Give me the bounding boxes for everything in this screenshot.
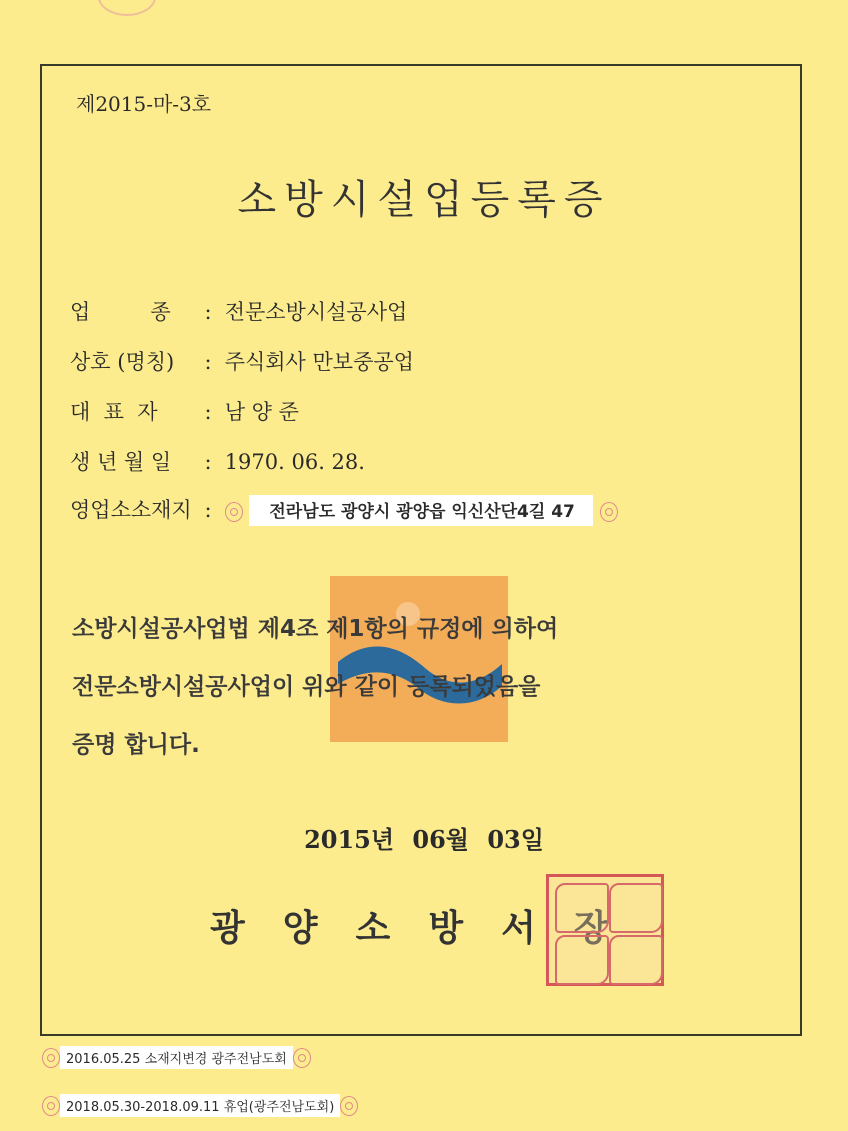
annotation-suspension bbox=[42, 1094, 358, 1117]
issuer-name: 광양소방서장 bbox=[210, 908, 647, 949]
statement-line: 증명 합니다. bbox=[72, 732, 200, 758]
field-label: 상호 (명칭) bbox=[70, 350, 175, 374]
certificate-number: 제2015-마-3호 bbox=[76, 92, 212, 116]
official-seal bbox=[546, 874, 664, 986]
correction-seal-icon bbox=[42, 1048, 60, 1068]
field-value: 1970. 06. 28. bbox=[224, 450, 365, 474]
correction-seal-icon bbox=[42, 1096, 60, 1116]
field-label: 영업소소재지 bbox=[70, 498, 192, 522]
correction-seal-icon bbox=[340, 1096, 358, 1116]
field-label: 생 년 월 일 bbox=[70, 450, 172, 474]
field-value: 주식회사 만보중공업 bbox=[224, 350, 414, 374]
correction-seal-icon bbox=[293, 1048, 311, 1068]
annotation-text: 2018.05.30-2018.09.11 휴업(광주전남도회) bbox=[60, 1094, 340, 1117]
field-business-address: 영업소소재지 : 전라남도 광양시 광양읍 익신산단4길 47 bbox=[70, 494, 618, 526]
field-label: 업 종 bbox=[70, 300, 171, 324]
field-business-type: 업 종 : 전문소방시설공사업 bbox=[70, 296, 407, 326]
issue-date: 2015년 06월 03일 bbox=[304, 825, 544, 854]
field-birth-date: 생 년 월 일 : 1970. 06. 28. bbox=[70, 446, 365, 476]
correction-seal-icon bbox=[600, 502, 618, 522]
certificate-title: 소방시설업등록증 bbox=[237, 177, 611, 223]
correction-seal-icon bbox=[225, 502, 243, 522]
field-value: 남 양 준 bbox=[224, 400, 299, 424]
field-value: 전라남도 광양시 광양읍 익신산단4길 47 bbox=[249, 495, 593, 526]
annotation-address-change bbox=[42, 1046, 311, 1069]
top-stamp-fragment bbox=[98, 0, 156, 16]
field-label: 대 표 자 bbox=[70, 400, 158, 424]
certification-statement bbox=[72, 600, 772, 774]
statement-line: 전문소방시설공사업이 위와 같이 등록되었음을 bbox=[72, 674, 541, 700]
field-representative: 대 표 자 : 남 양 준 bbox=[70, 396, 299, 426]
annotation-text: 2016.05.25 소재지변경 광주전남도회 bbox=[60, 1046, 293, 1069]
field-value: 전문소방시설공사업 bbox=[224, 300, 408, 324]
statement-line: 소방시설공사업법 제4조 제1항의 규정에 의하여 bbox=[72, 616, 559, 642]
field-company-name: 상호 (명칭) : 주식회사 만보중공업 bbox=[70, 346, 414, 376]
